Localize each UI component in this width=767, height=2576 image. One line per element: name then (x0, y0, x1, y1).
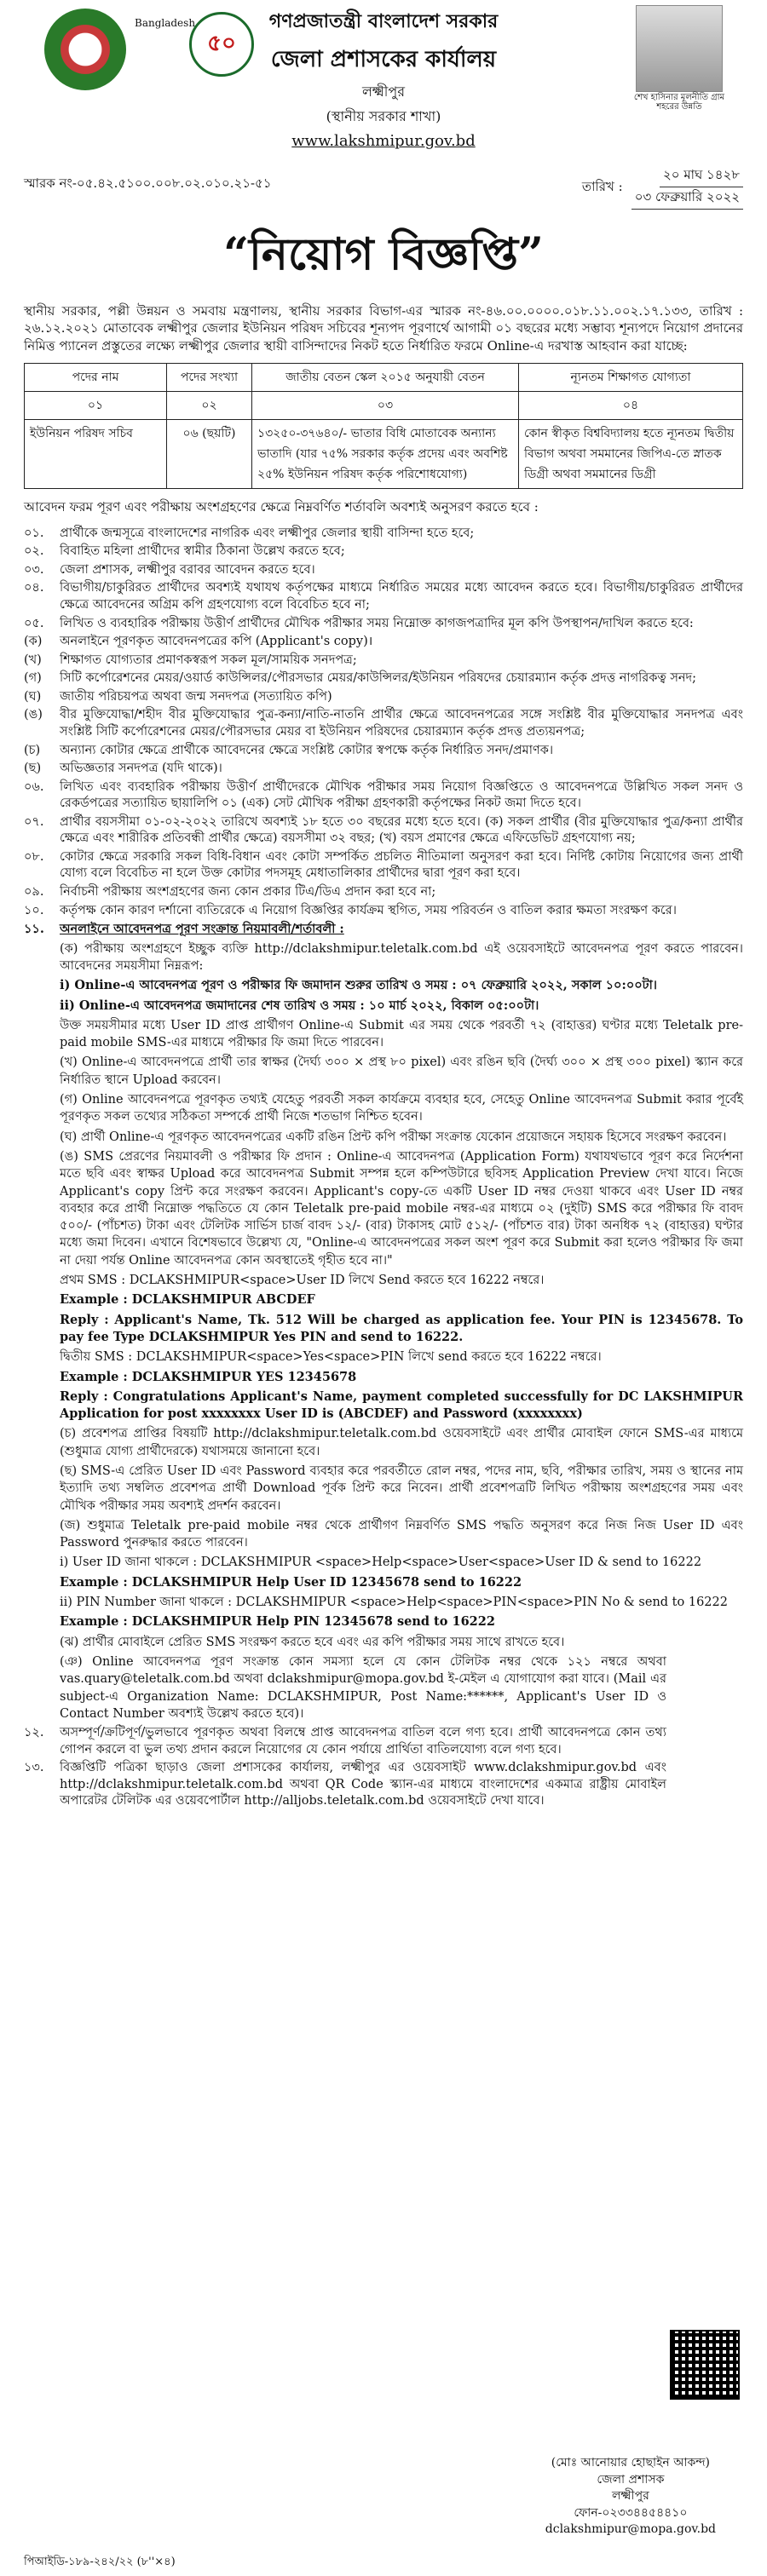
online-b: (খ) Online-এ আবেদনপত্রে প্রার্থী তার স্বাক্ষর (দৈর্ঘ্য ৩০০ × প্রস্থ ৮০ pixel) এবং রঙিন ছবি (দৈর্ঘ্য ৩০০ × প্রস্থ ৩০০ pixel) স্ক্যান করে নির্ধারিত স্থানে Upload করবেন। (60, 1055, 743, 1087)
table-index: ০৪ (519, 391, 743, 419)
item-text: কোটার ক্ষেত্রে সরকারি সকল বিধি-বিধান এবং কোটা সম্পর্কিত প্রচলিত নীতিমালা অনুসরণ করা হবে। নির্দিষ্ট কোটায় নিয়োগের জন্য প্রার্থী যোগ্য বলে বিবেচিত না হলে উক্ত কোটার পদসমূহ মেধাতালিকার প্রার্থীদের দ্বারা পূরণ করা হবে। (60, 849, 743, 881)
signature-block (545, 2455, 716, 2539)
item-number: ১০. (24, 903, 44, 917)
item-text: লিখিত ও ব্যবহারিক পরীক্ষায় উত্তীর্ণ প্রার্থীদের মৌখিক পরীক্ষার সময় নিম্নোক্ত কাগজপত্রাদির মূল কপি উপস্থাপন/দাখিল করতে হবে: (60, 616, 694, 630)
date-label: তারিখ : (581, 178, 623, 194)
signer-name: (মোঃ আনোয়ার হোছাইন আকন্দ) (551, 2456, 711, 2470)
list-item (24, 689, 743, 706)
sms-second: দ্বিতীয় SMS : DCLAKSHMIPUR<space>Yes<space>PIN লিখে send করতে হবে 16222 নম্বরে। (60, 1350, 602, 1365)
signer-role: জেলা প্রশাসক (597, 2472, 665, 2487)
sms-reply-2: Reply : Congratulations Applicant's Name, payment completed successfully for DC LAKSHMIPUR Application for post xxxxxxxx User ID is (ABCDEF) and Password (xxxxxxxx) (60, 1389, 743, 1422)
list-item (24, 670, 743, 687)
list-item (24, 903, 743, 920)
list-item (24, 849, 743, 883)
conditions-list-2 (24, 779, 743, 920)
item-number: (গ) (24, 671, 42, 686)
district-name: লক্ষ্মীপুর (361, 83, 406, 100)
item-number: ০২. (24, 544, 44, 559)
conditions-list (24, 526, 743, 632)
list-item (24, 707, 743, 740)
item-number: ০৪. (24, 581, 44, 595)
item-number: ১২. (24, 1726, 44, 1740)
website-link[interactable]: www.lakshmipur.gov.bd (291, 132, 476, 150)
post-table (24, 363, 743, 489)
list-item (24, 653, 743, 670)
qr-code-icon[interactable] (670, 2330, 740, 2400)
online-g: (ছ) SMS-এ প্রেরিত User ID এবং Password ব্যবহার করে পরবর্তীতে রোল নম্বর, পদের নাম, ছবি, পরীক্ষার তারিখ, সময় ও স্থানের নাম ইত্যাদি তথ্য সম্বলিত প্রবেশপত্র প্রার্থী Download পূর্বক প্রিন্ট করে নিবেন। প্রার্থী প্রবেশপত্রটি লিখিত পরীক্ষায় অংশগ্রহণের সময় এবং মৌখিক পরীক্ষার সময় অবশ্যই প্রদর্শন করবেন। (60, 1464, 743, 1513)
item-number: (চ) (24, 743, 41, 757)
list-item (24, 616, 743, 633)
item-number: (ঘ) (24, 689, 42, 704)
list-item (24, 761, 743, 778)
item-number: (ঙ) (24, 708, 43, 722)
online-e: (ঙ) SMS প্রেরণের নিয়মাবলী ও পরীক্ষার ফি প্রদান : Online-এ আবেদনপত্র (Application Form) যথাযথভাবে পূরণ করে নির্দেশনা মতে ছবি এবং স্বাক্ষর Upload করে আবেদনপত্র Submit সম্পন্ন হলে কম্পিউটারে ছবিসহ Application Preview দেখা যাবে। নিজে Applicant's copy প্রিন্ট করে সংরক্ষণ করবেন। Applicant's copy-তে একটি User ID নম্বর দেওয়া থাকবে এবং User ID নম্বর ব্যবহার করে প্রার্থী নিম্নোক্ত পদ্ধতিতে যে কোন Teletalk pre-paid mobile নম্বর-এর মাধ্যমে ০২ (দুইটি) SMS করে পরীক্ষার ফি বাবদ ৫০০/- (পাঁচশত) টাকা এবং টেলিটক সার্ভিস চার্জ বাবদ ১২/- (বার) টাকাসহ মোট ৫১২/- (পাঁচশত বার) টাকা অনধিক ৭২ (বাহাত্তর) ঘণ্টার মধ্যে জমা দিবেন। এখানে বিশেষভাবে উল্লেখ্য যে, "Online-এ আবেদনপত্রের সকল অংশ পূরণ করে Submit করা হলেও পরীক্ষার ফি জমা না দেয়া পর্যন্ত Online আবেদনপত্র কোন অবস্থাতেই গৃহীত হবে না।" (60, 1149, 743, 1268)
signer-email[interactable]: dclakshmipur@mopa.gov.bd (545, 2522, 716, 2537)
government-name: গণপ্রজাতন্ত্রী বাংলাদেশ সরকার (268, 10, 499, 32)
list-item (24, 1760, 666, 1810)
branch-name: (স্থানীয় সরকার শাখা) (326, 108, 441, 124)
reference-row (24, 165, 743, 210)
online-j: (ঞ) Online আবেদনপত্র পূরণ সংক্রান্ত কোন সমস্যা হলে যে কোন টেলিটক নম্বর থেকে ১২১ নম্বরে অথবা vas.quary@teletalk.com.bd অথবা dclakshmipur@mopa.gov.bd ই-মেইল এ যোগাযোগ করা যাবে। (Mail এর subject-এ Organization Name: DCLAKSHMIPUR, Post Name:******, Applicant's User ID ও Contact Number অবশ্যই উল্লেখ করতে হবে)। (60, 1654, 666, 1721)
portrait-image (633, 5, 725, 112)
signer-district: লক্ষ্মীপুর (611, 2489, 649, 2504)
item-text: কর্তৃপক্ষ কোন কারণ দর্শানো ব্যতিরেকে এ নিয়োগ বিজ্ঞপ্তির কার্যক্রম স্থগিত, সময় পরিবর্তন ও বাতিল করার ক্ষমতা সংরক্ষণ করে। (60, 903, 677, 917)
item-text: প্রার্থীকে জন্মসূত্রে বাংলাদেশের নাগরিক এবং লক্ষ্মীপুর জেলার স্থায়ী বাসিন্দা হতে হবে; (60, 526, 475, 540)
list-item (24, 743, 743, 760)
item-text: অভিজ্ঞতার সনদপত্র (যদি থাকে)। (60, 762, 222, 776)
item-number: ০৭. (24, 814, 44, 829)
post-name-cell: ইউনিয়ন পরিষদ সচিব (25, 419, 167, 488)
portrait-caption: শেখ হাসিনার মূলনীতি গ্রাম শহরের উন্নতি (633, 93, 725, 112)
item-text: প্রার্থীর বয়সসীমা ০১-০২-২০২২ তারিখে অবশ্যই ১৮ হতে ৩০ বছরের মধ্যে হতে হবে। (ক) সকল প্রার্থীর (বীর মুক্তিযোদ্ধার পুত্র/কন্যা প্রার্থীর ক্ষেত্রে এবং শারীরিক প্রতিবন্ধী প্রার্থীর ক্ষেত্রে) বয়সসীমা ৩২ বছর; (খ) বয়স প্রমাণের ক্ষেত্রে এফিডেভিট গ্রহণযোগ্য নয়; (60, 814, 743, 846)
recover-user-id: i) User ID জানা থাকলে : DCLAKSHMIPUR <space>Help<space>User<space>User ID & send to 16222 (60, 1555, 702, 1570)
item-number: ০৮. (24, 849, 44, 864)
item-text: অন্যান্য কোটার ক্ষেত্রে প্রার্থীকে আবেদনের ক্ষেত্রে সংশ্লিষ্ট কোটার স্বপক্ষে কর্তৃক নির্ধারিত সনদ/প্রমাণক। (60, 743, 554, 757)
intro-paragraph: স্থানীয় সরকার, পল্লী উন্নয়ন ও সমবায় মন্ত্রণালয়, স্থানীয় সরকার বিভাগ-এর স্মারক নং-৪৬.০০.০০০০.০১৮.১১.০০২.১৭.১৩৩, তারিখ : ২৬.১২.২০২১ মোতাবেক লক্ষ্মীপুর জেলার ইউনিয়ন পরিষদ সচিবের শূন্যপদ পূরণার্থে আগামী ০১ বছরের মধ্যে সম্ভাব্য শূন্যপদে নিয়োগ প্রদানের নিমিত্ত প্যানেল প্রস্তুতের লক্ষ্যে লক্ষ্মীপুর জেলার স্থায়ী বাসিন্দাদের নিকট হতে নির্ধারিত ফরমে Online-এ দরখাস্ত আহবান করা যাচ্ছে: (24, 303, 743, 354)
item-text: লিখিত এবং ব্যবহারিক পরীক্ষায় উত্তীর্ণ প্রার্থীদেরকে মৌখিক পরীক্ষার সময় নিয়োগ বিজ্ঞপ্তিতে ও আবেদনপত্রে উল্লিখিত সকল সনদ ও রেকর্ডপত্রের সত্যায়িত ছায়ালিপি ০১ (এক) সেট মৌখিক পরীক্ষা গ্রহণকারী কর্তৃপক্ষের নিকট জমা দিতে হবে। (60, 779, 743, 811)
list-item (24, 814, 743, 848)
item-text: বীর মুক্তিযোদ্ধা/শহীদ বীর মুক্তিযোদ্ধার পুত্র-কন্যা/নাতি-নাতনি প্রার্থীর ক্ষেত্রে আবেদনপত্রের সঙ্গে সংশ্লিষ্ট বীর মুক্তিযোদ্ধার সনদপত্র এবং সংশ্লিষ্ট সিটি কর্পোরেশনের মেয়র/পৌরসভার মেয়র বা ইউনিয়ন পরিষদের চেয়ারম্যান কর্তৃক প্রদত্ত প্রত্যয়নপত্র; (60, 708, 743, 739)
table-index: ০৩ (252, 391, 519, 419)
education-cell: কোন স্বীকৃত বিশ্ববিদ্যালয় হতে ন্যূনতম দ্বিতীয় বিভাগ অথবা সমমানের জিপিএ-তে স্নাতক ডিগ্রী অথবা সমমানের ডিগ্রী (519, 419, 743, 488)
table-header: ন্যূনতম শিক্ষাগত যোগ্যতা (519, 363, 743, 391)
item-text: সিটি কর্পোরেশনের মেয়র/ওয়ার্ড কাউন্সিলর/পৌরসভার মেয়র/কাউন্সিলর/ইউনিয়ন পরিষদের চেয়ারম্যান কর্তৃক প্রদত্ত নাগরিকত্ব সনদ; (60, 671, 697, 686)
documents-list (24, 634, 743, 778)
sms-example-2: Example : DCLAKSHMIPUR YES 12345678 (60, 1369, 357, 1384)
pid-reference: পিআইডি-১৮৯-২৪২/২২ (৮''×৪) (24, 2556, 176, 2568)
sms-reply-1: Reply : Applicant's Name, Tk. 512 Will be charged as application fee. Your PIN is 12345678. To pay fee Type DCLAKSHMIPUR Yes PIN and send to 16222. (60, 1312, 743, 1344)
recover-example-1: Example : DCLAKSHMIPUR Help User ID 12345678 send to 16222 (60, 1574, 522, 1590)
date-english: ০৩ ফেব্রুয়ারি ২০২২ (631, 187, 743, 210)
recover-example-2: Example : DCLAKSHMIPUR Help PIN 12345678 send to 16222 (60, 1614, 495, 1630)
list-item (24, 543, 743, 561)
item-text: বিবাহিত মহিলা প্রার্থীদের স্বামীর ঠিকানা উল্লেখ করতে হবে; (60, 544, 345, 559)
signer-phone: ফোন-০২৩৩৪৪৫৪৪১০ (574, 2505, 688, 2520)
date-bangla: ২০ মাঘ ১৪২৮ (660, 165, 743, 187)
item-text: জাতীয় পরিচয়পত্র অথবা জন্ম সনদপত্র (সত্যায়িত কপি) (60, 689, 332, 704)
table-header: জাতীয় বেতন স্কেল ২০১৫ অনুযায়ী বেতন (252, 363, 519, 391)
office-name: জেলা প্রশাসকের কার্যালয় (270, 47, 497, 72)
item-number: (ছ) (24, 762, 42, 776)
post-count-cell: ০৬ (ছয়টি) (166, 419, 251, 488)
notice-title: “নিয়োগ বিজ্ঞপ্তি” (223, 228, 544, 280)
salary-cell: ১৩২৫০-৩৭৬৪০/- ভাতার বিধি মোতাবেক অন্যান্য ভাতাদি (যার ৭৫% সরকার কর্তৃক প্রদেয় এবং অবশিষ্ট ২৫% ইউনিয়ন পরিষদ কর্তৃক পরিশোধযোগ্য) (252, 419, 519, 488)
conditions-list-3 (24, 1725, 743, 1810)
item-text: জেলা প্রশাসক, লক্ষ্মীপুর বরাবর আবেদন করতে হবে। (60, 562, 315, 577)
logo-text: Bangladesh (135, 17, 196, 29)
item-text: নির্বাচনী পরীক্ষায় অংশগ্রহণের জন্য কোন প্রকার টিএ/ডিএ প্রদান করা হবে না; (60, 885, 436, 899)
online-c: (গ) Online আবেদনপত্রে পূরণকৃত তথ্যই যেহেতু পরবর্তী সকল কার্যক্রমে ব্যবহার হবে, সেহেতু Online আবেদনপত্র Submit করার পূর্বেই পূরণকৃত সকল তথ্যের সঠিকতা সম্পর্কে প্রার্থী নিজে শতভাগ নিশ্চিত হবেন। (60, 1093, 743, 1124)
item-number: ০৫. (24, 616, 44, 630)
online-i: (ঝ) প্রার্থীর মোবাইলে প্রেরিত SMS সংরক্ষণ করতে হবে এবং এর কপি পরীক্ষার সময় সাথে রাখতে হবে। (60, 1635, 565, 1649)
online-instructions (60, 940, 743, 1722)
item-number: ০৯. (24, 885, 44, 899)
sms-first: প্রথম SMS : DCLAKSHMIPUR<space>User ID লিখে Send করতে হবে 16222 নম্বরে। (60, 1274, 545, 1288)
online-d: (ঘ) প্রার্থী Online-এ পূরণকৃত আবেদনপত্রের একটি রঙিন প্রিন্ট কপি পরীক্ষা সংক্রান্ত যেকোন প্রয়োজনে সহায়ক হিসেবে সংরক্ষণ করবেন। (60, 1130, 727, 1144)
online-start: i) Online-এ আবেদনপত্র পূরণ ও পরীক্ষার ফি জমাদান শুরুর তারিখ ও সময় : ০৭ ফেব্রুয়ারি ২০২২, সকাল ১০:০০টা। (60, 978, 657, 993)
item-text: বিভাগীয়/চাকুরিরত প্রার্থীদের অবশ্যই যথাযথ কর্তৃপক্ষের মাধ্যমে নির্ধারিত সময়ের মধ্যে আবেদন করতে হবে। বিভাগীয়/চাকুরিরত প্রার্থীদের ক্ষেত্রে আবেদনের অগ্রিম কপি গ্রহণযোগ্য বলে বিবেচিত হবে না; (60, 581, 743, 612)
online-f: (চ) প্রবেশপত্র প্রাপ্তির বিষয়টি http://dclakshmipur.teletalk.com.bd ওয়েবসাইটে এবং প্রার্থীর মোবাইল ফোনে SMS-এর মাধ্যমে (শুধুমাত্র যোগ্য প্রার্থীদেরকে) যথাসময়ে জানানো হবে। (60, 1427, 743, 1458)
recover-pin: ii) PIN Number জানা থাকলে : DCLAKSHMIPUR <space>Help<space>PIN<space>PIN No & send to 16222 (60, 1596, 728, 1610)
online-end: ii) Online-এ আবেদনপত্র জমাদানের শেষ তারিখ ও সময় : ১০ মার্চ ২০২২, বিকাল ০৫:০০টা। (60, 998, 539, 1013)
list-item (24, 779, 743, 813)
header (24, 0, 743, 162)
memo-number: স্মারক নং-০৫.৪২.৫১০০.০০৮.০২.০১০.২১-৫১ (24, 175, 272, 191)
item-number: (খ) (24, 653, 42, 667)
list-item (24, 526, 743, 543)
online-h: (জ) শুধুমাত্র Teletalk pre-paid mobile নম্বর থেকে প্রার্থীগণ নিম্নবর্ণিত SMS পদ্ধতি অনুসরণ করে নিজ নিজ User ID এবং Password পুনরুদ্ধার করতে পারবেন। (60, 1518, 743, 1550)
logo-number: ৫০ (189, 12, 254, 77)
golden-jubilee-logo (135, 12, 254, 72)
item-number: ০১. (24, 526, 44, 540)
item-number: (ক) (24, 635, 43, 649)
list-item (24, 884, 743, 901)
online-heading: ১১. অনলাইনে আবেদনপত্র পূরণ সংক্রান্ত নিয়মাবলী/শর্তাবলী : (24, 922, 344, 937)
list-item (24, 580, 743, 613)
list-item (24, 562, 743, 579)
list-item (24, 634, 743, 651)
online-a: (ক) পরীক্ষায় অংশগ্রহণে ইচ্ছুক ব্যক্তি http://dclakshmipur.teletalk.com.bd এই ওয়েবসাইটে আবেদনপত্র পূরণ করতে পারবেন। আবেদনের সময়সীমা নিম্নরূপ: (60, 941, 743, 973)
table-header: পদের নাম (25, 363, 167, 391)
table-header: পদের সংখ্যা (166, 363, 251, 391)
list-item (24, 1725, 666, 1758)
item-number: ০৩. (24, 562, 44, 577)
item-text: শিক্ষাগত যোগ্যতার প্রমাণকস্বরূপ সকল মূল/সাময়িক সনদপত্র; (60, 653, 357, 667)
item-text: বিজ্ঞপ্তিটি পত্রিকা ছাড়াও জেলা প্রশাসকের কার্যালয়, লক্ষ্মীপুর এর ওয়েবসাইট www.dclakshmipur.gov.bd এবং http://dclakshmipur.teletalk.com.bd অথবা QR Code স্ক্যান-এর মাধ্যমে বাংলাদেশের একমাত্র রাষ্ট্রীয় মোবাইল অপারেটর টেলিটক এর ওয়েবপোর্টাল http://alljobs.teletalk.com.bd ওয়েবসাইটে দেখা যাবে। (60, 1761, 666, 1808)
item-number: ০৬. (24, 779, 44, 794)
item-number: ১৩. (24, 1761, 44, 1775)
government-emblem-icon (44, 9, 126, 90)
item-text: অসম্পূর্ণ/ক্রটিপূর্ণ/ভুলভাবে পূরণকৃত অথবা বিলম্বে প্রাপ্ত আবেদনপত্র বাতিল বলে গণ্য হবে। প্রার্থী আবেদনপত্রে কোন তথ্য গোপন করলে বা ভুল তথ্য প্রদান করলে নিয়োগের যে কোন পর্যায়ে প্রার্থিতা বাতিলযোগ্য বলে গণ্য হবে। (60, 1726, 666, 1757)
table-index: ০১ (25, 391, 167, 419)
item-text: অনলাইনে পূরণকৃত আবেদনপত্রের কপি (Applicant's copy)। (60, 635, 373, 649)
conditions-lead: আবেদন ফরম পূরণ এবং পরীক্ষায় অংশগ্রহণের ক্ষেত্রে নিম্নবর্ণিত শর্তাবলি অবশ্যই অনুসরণ করতে হবে : (24, 498, 539, 515)
online-note: উক্ত সময়সীমার মধ্যে User ID প্রাপ্ত প্রার্থীগণ Online-এ Submit এর সময় থেকে পরবর্তী ৭২ (বাহাত্তর) ঘণ্টার মধ্যে Teletalk pre-paid mobile SMS-এর মাধ্যমে পরীক্ষার ফি জমা দিতে পারবেন। (60, 1018, 743, 1050)
table-index: ০২ (166, 391, 251, 419)
sms-example-1: Example : DCLAKSHMIPUR ABCDEF (60, 1292, 315, 1308)
